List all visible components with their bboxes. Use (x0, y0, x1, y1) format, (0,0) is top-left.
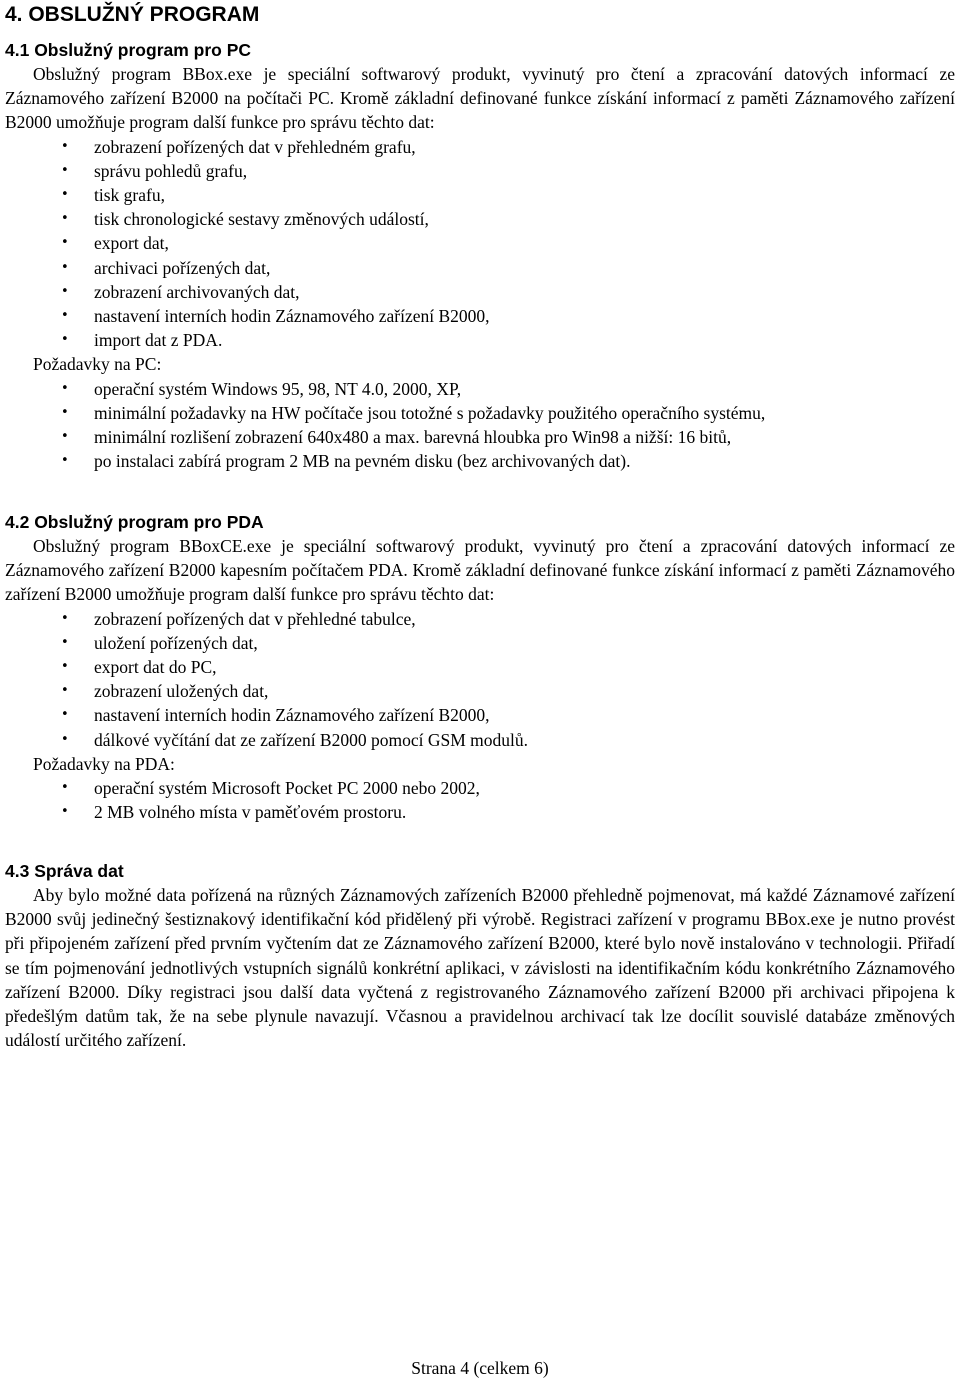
section-pda-program (5, 510, 955, 824)
feature-list (5, 135, 955, 353)
list-item: • zobrazení pořízených dat v přehledné tabulce, (5, 607, 955, 631)
list-item: • operační systém Microsoft Pocket PC 2000 nebo 2002, (5, 776, 955, 800)
list-item: • operační systém Windows 95, 98, NT 4.0, 2000, XP, (5, 377, 955, 401)
list-item: • archivaci pořízených dat, (5, 256, 955, 280)
section-paragraph: Obslužný program BBoxCE.exe je speciální softwarový produkt, vyvinutý pro čtení a zpracování datových informací ze Záznamového zařízení B2000 kapesním počítačem PDA. Kromě základní definované funkce získání informací z paměti Záznamového zařízení B2000 umožňuje program další funkce pro správu těchto dat: (5, 536, 955, 605)
requirements-label: Požadavky na PC: (33, 354, 162, 375)
list-item: • nastavení interních hodin Záznamového zařízení B2000, (5, 304, 955, 328)
section-data-management (5, 859, 955, 1052)
list-item: • zobrazení pořízených dat v přehledném grafu, (5, 135, 955, 159)
section-title: 4.2 Obslužný program pro PDA (5, 512, 264, 532)
chapter-title: 4. OBSLUŽNÝ PROGRAM (5, 3, 260, 26)
list-item: • nastavení interních hodin Záznamového zařízení B2000, (5, 703, 955, 727)
requirements-list (5, 776, 955, 824)
requirements-list (5, 377, 955, 474)
list-item: • minimální rozlišení zobrazení 640x480 a max. barevná hloubka pro Win98 a nižší: 16 bitů, (5, 425, 955, 449)
list-item: • dálkové vyčítání dat ze zařízení B2000 pomocí GSM modulů. (5, 728, 955, 752)
list-item: • export dat do PC, (5, 655, 955, 679)
list-item: • uložení pořízených dat, (5, 631, 955, 655)
list-item: • správu pohledů grafu, (5, 159, 955, 183)
section-pc-program (5, 38, 955, 473)
section-title: 4.1 Obslužný program pro PC (5, 40, 252, 60)
list-item: • zobrazení archivovaných dat, (5, 280, 955, 304)
list-item: • po instalaci zabírá program 2 MB na pevném disku (bez archivovaných dat). (5, 449, 955, 473)
section-title: 4.3 Správa dat (5, 861, 124, 881)
feature-list (5, 607, 955, 752)
list-item: • zobrazení uložených dat, (5, 679, 955, 703)
requirements-label: Požadavky na PDA: (33, 753, 175, 774)
list-item: • import dat z PDA. (5, 328, 955, 352)
list-item: • minimální požadavky na HW počítače jsou totožné s požadavky použitého operačního systému, (5, 401, 955, 425)
page-footer: Strana 4 (celkem 6) (411, 1358, 549, 1378)
section-paragraph: Obslužný program BBox.exe je speciální softwarový produkt, vyvinutý pro čtení a zpracování datových informací ze Záznamového zařízení B2000 na počítači PC. Kromě základní definované funkce získání informací z paměti Záznamového zařízení B2000 umožňuje program další funkce pro správu těchto dat: (5, 64, 955, 133)
list-item: • 2 MB volného místa v paměťovém prostoru. (5, 800, 955, 824)
list-item: • tisk grafu, (5, 183, 955, 207)
section-paragraph: Aby bylo možné data pořízená na různých Záznamových zařízeních B2000 přehledně pojmenovat, má každé Záznamové zařízení B2000 svůj jedinečný šestiznakový identifikační kód přidělený při výrobě. Registraci zařízení v programu BBox.exe je nutno provést při připojeném zařízení před prvním vyčtením dat ze Záznamového zařízení B2000, které bylo nově instalováno v technologii. Přiřadí se tím pojmenování jednotlivých vstupních signálů konkrétní aplikaci, v závislosti na identifikačním kódu konkrétního Záznamového zařízení B2000. Díky registraci jsou další data vyčtená z registrovaného Záznamového zařízení B2000 při archivaci připojena k předešlým datům tak, že na sebe plynule navazují. Včasnou a pravidelnou archivací tak lze docílit souvislé databáze změnových událostí určitého zařízení. (5, 885, 955, 1051)
list-item: • tisk chronologické sestavy změnových událostí, (5, 207, 955, 231)
list-item: • export dat, (5, 231, 955, 255)
